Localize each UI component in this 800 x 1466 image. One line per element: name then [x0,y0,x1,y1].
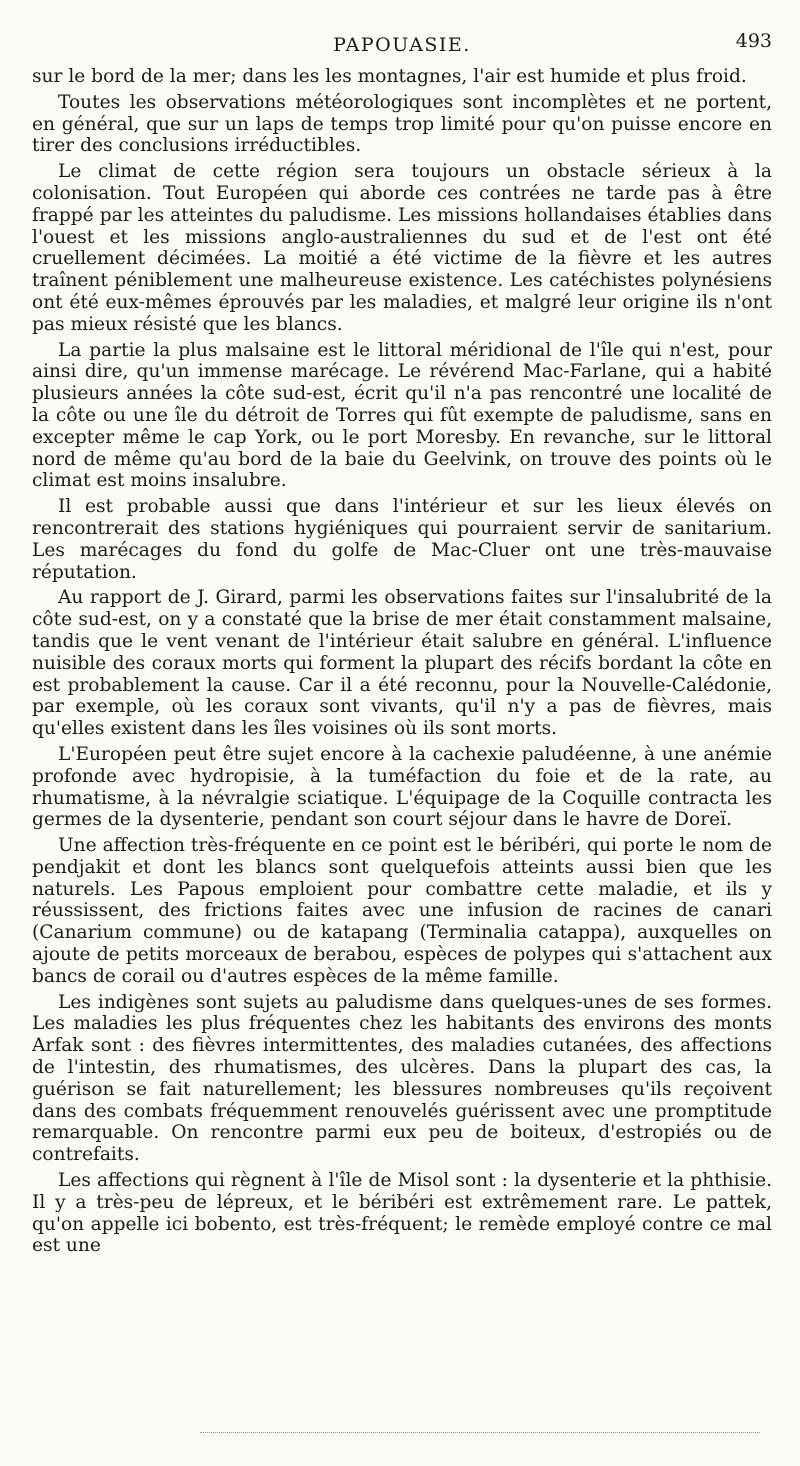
paragraph: Il est probable aussi que dans l'intérieur et sur les lieux élevés on rencontrerait des stations hygiéniques qui pourraient servir de sanitarium. Les marécages du fond du golfe de Mac-Cluer ont une très-mauvaise réputation. [32,496,772,583]
running-title: PAPOUASIE. [333,34,471,56]
paragraph: sur le bord de la mer; dans les les montagnes, l'air est humide et plus froid. [32,66,747,87]
page [32,30,772,1261]
page-header [32,30,772,60]
paragraph: Une affection très-fréquente en ce point est le béribéri, qui porte le nom de pendjakit et dont les blancs sont quelquefois atteints aussi bien que les naturels. Les Papous emploient pour combattre cette maladie, et ils y réussissent, des frictions faites avec une infusion de racines de canari (Canarium commune) ou de katapang (Terminalia catappa), auxquelles on ajoute de petits morceaux de berabou, espèces de polypes qui s'attachent aux bancs de corail ou d'autres espèces de la même famille. [32,835,772,987]
paragraph: La partie la plus malsaine est le littoral méridional de l'île qui n'est, pour ainsi dire, qu'un immense marécage. Le révérend Mac-Farlane, qui a habité plusieurs années la côte sud-est, écrit qu'il n'a pas rencontré une localité de la côte ou une île du détroit de Torres qui fût exempte de paludisme, sans en excepter même le cap York, ou le port Moresby. En revanche, sur le littoral nord de même qu'au bord de la baie du Geelvink, on trouve des points où le climat est moins insalubre. [32,339,772,492]
page-number: 493 [735,30,772,52]
body-text [32,66,772,1257]
footer-rule [200,1432,760,1433]
paragraph: Au rapport de J. Girard, parmi les observations faites sur l'insalubrité de la côte sud-est, on y a constaté que la brise de mer était constamment malsaine, tandis que le vent venant de l'intérieur était salubre en général. L'influence nuisible des coraux morts qui forment la plupart des récifs bordant la côte en est probablement la cause. Car il a été reconnu, pour la Nouvelle-Calédonie, par exemple, où les coraux sont vivants, qu'il n'y a pas de fièvres, mais qu'elles existent dans les îles voisines où ils sont morts. [32,587,772,740]
paragraph: Le climat de cette région sera toujours un obstacle sérieux à la colonisation. Tout Européen qui aborde ces contrées ne tarde pas à être frappé par les atteintes du paludisme. Les missions hollandaises établies dans l'ouest et les missions anglo-australiennes du sud et de l'est ont été cruellement décimées. La moitié a été victime de la fièvre et les autres traînent péniblement une malheureuse existence. Les catéchistes polynésiens ont été eux-mêmes éprouvés par les maladies, et malgré leur origine ils n'ont pas mieux résisté que les blancs. [32,161,772,335]
paragraph: Les indigènes sont sujets au paludisme dans quelques-unes de ses formes. Les maladies les plus fréquentes chez les habitants des environs des monts Arfak sont : des fièvres intermittentes, des maladies cutanées, des affections de l'intestin, des rhumatismes, des ulcères. Dans la plupart des cas, la guérison se fait naturellement; les blessures nombreuses qu'ils reçoivent dans des combats fréquemment renouvelés guérissent avec une promptitude remarquable. On rencontre parmi eux peu de boiteux, d'estropiés ou de contrefaits. [32,991,772,1166]
paragraph: L'Européen peut être sujet encore à la cachexie paludéenne, à une anémie profonde avec hydropisie, à la tuméfaction du foie et de la rate, au rhumatisme, à la névralgie sciatique. L'équipage de la Coquille contracta les germes de la dysenterie, pendant son court séjour dans le havre de Doreï. [32,743,772,831]
paragraph: Toutes les observations météorologiques sont incomplètes et ne portent, en général, que sur un laps de temps trop limité pour qu'on puisse encore en tirer des conclusions irréductibles. [32,91,772,157]
paragraph: Les affections qui règnent à l'île de Misol sont : la dysenterie et la phthisie. Il y a très-peu de lépreux, et le béribéri est extrêmement rare. Le pattek, qu'on appelle ici bobento, est très-fréquent; le remède employé contre ce mal est une [32,1170,772,1257]
